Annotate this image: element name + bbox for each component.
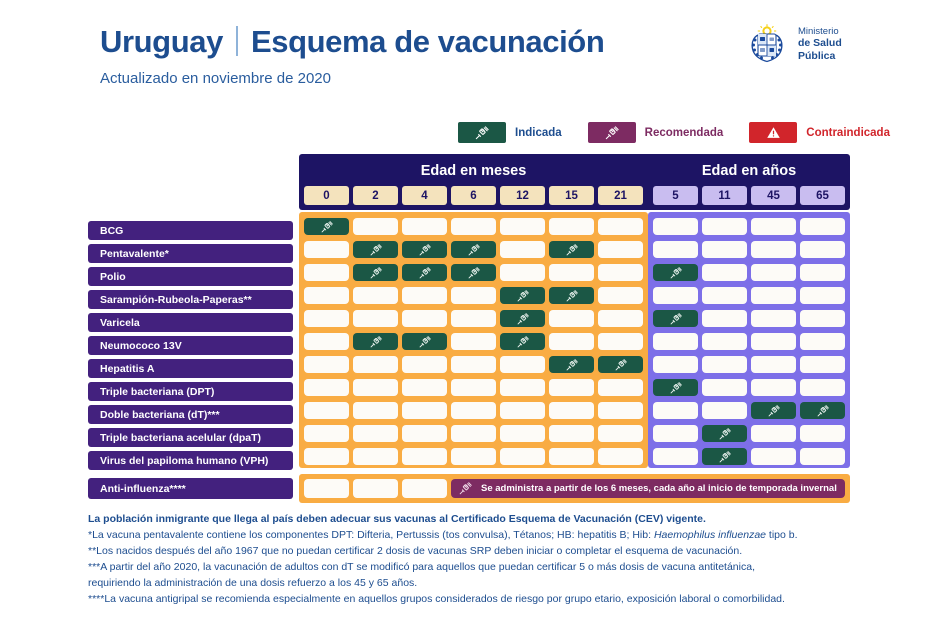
cell-empty: [304, 333, 349, 350]
column-header-month-2: 2: [353, 186, 398, 205]
cell-indicated: [353, 264, 398, 281]
cell-empty: [402, 310, 447, 327]
cell-empty: [598, 287, 643, 304]
cell-empty: [451, 287, 496, 304]
uruguay-coat-of-arms-icon: [745, 22, 789, 66]
footnotes: [88, 512, 888, 608]
cell-empty: [800, 241, 845, 258]
cell-empty: [500, 264, 545, 281]
cell-empty: [549, 333, 594, 350]
footnote-4: requiriendo la administración de una dosis refuerzo a los 45 y 65 años.: [88, 576, 418, 589]
cell-indicated: [653, 379, 698, 396]
cell-empty: [653, 287, 698, 304]
cell-empty: [653, 241, 698, 258]
column-header-month-6: 6: [451, 186, 496, 205]
cell-empty: [598, 448, 643, 465]
cell-empty: [402, 287, 447, 304]
country-title: Uruguay: [100, 24, 223, 59]
cell-empty: [353, 356, 398, 373]
footnote-0: La población inmigrante que llega al país deben adecuar sus vacunas al Certificado Esquema de Vacunación (CEV) vigente.: [88, 513, 706, 525]
cell-empty: [653, 448, 698, 465]
cell-empty: [800, 310, 845, 327]
column-header-month-15: 15: [549, 186, 594, 205]
vaccine-label-row-6: Hepatitis A: [88, 359, 293, 378]
cell-empty: [751, 241, 796, 258]
cell-empty: [500, 241, 545, 258]
cell-empty: [304, 356, 349, 373]
cell-indicated: [549, 287, 594, 304]
cell-empty: [500, 448, 545, 465]
footnote-5: ****La vacuna antigripal se recomienda especialmente en aquellos grupos considerados de riesgo por grupo etario, exposición laboral o comorbilidad.: [88, 592, 785, 605]
cell-empty: [702, 402, 747, 419]
cell-empty: [353, 310, 398, 327]
vaccine-label-row-1: Pentavalente*: [88, 244, 293, 263]
legend-item-indicada: [458, 122, 588, 143]
cell-empty: [402, 425, 447, 442]
cell-empty: [702, 241, 747, 258]
vaccine-row-labels: [88, 221, 293, 474]
vaccine-label-row-10: Virus del papiloma humano (VPH): [88, 451, 293, 470]
cell-empty: [451, 218, 496, 235]
cell-indicated: [702, 448, 747, 465]
cell-empty: [304, 402, 349, 419]
cell-empty: [451, 448, 496, 465]
syringe-icon: [458, 122, 506, 143]
cell-empty: [653, 425, 698, 442]
cell-indicated: [500, 310, 545, 327]
ministry-line-2: de Salud: [798, 37, 842, 50]
cell-empty: [500, 425, 545, 442]
cell-empty: [598, 425, 643, 442]
cell-empty: [702, 333, 747, 350]
cell-indicated: [402, 333, 447, 350]
legend-item-contraindicada: [749, 122, 916, 143]
cell-empty: [451, 379, 496, 396]
cell-indicated: [653, 310, 698, 327]
influenza-cell-empty: [304, 479, 349, 498]
legend-label: Contraindicada: [806, 126, 890, 139]
vaccine-label-row-9: Triple bacteriana acelular (dpaT): [88, 428, 293, 447]
cell-indicated: [353, 333, 398, 350]
syringe-icon: [458, 481, 473, 496]
influenza-note-text: Se administra a partir de los 6 meses, cada año al inicio de temporada invernal: [481, 483, 837, 494]
influenza-row-panel: [299, 474, 850, 503]
ministry-logo-text: [798, 26, 842, 62]
cell-indicated: [451, 241, 496, 258]
cell-indicated: [751, 402, 796, 419]
column-headers: [299, 186, 850, 205]
cell-empty: [549, 379, 594, 396]
cell-empty: [653, 218, 698, 235]
cell-empty: [549, 264, 594, 281]
years-group-title: Edad en años: [701, 163, 797, 179]
column-header-year-11: 11: [702, 186, 747, 205]
cell-empty: [353, 218, 398, 235]
title-row: [100, 22, 604, 57]
cell-empty: [353, 379, 398, 396]
cell-empty: [702, 356, 747, 373]
legend-label: Recomendada: [644, 126, 724, 139]
cell-empty: [402, 402, 447, 419]
cell-empty: [800, 425, 845, 442]
influenza-row-label: Anti-influenza****: [88, 478, 293, 499]
cell-empty: [549, 425, 594, 442]
cell-empty: [702, 264, 747, 281]
legend: [458, 122, 916, 143]
cell-indicated: [402, 241, 447, 258]
cell-empty: [451, 333, 496, 350]
cell-empty: [402, 218, 447, 235]
cell-empty: [751, 287, 796, 304]
ministry-logo: [745, 22, 842, 66]
cell-empty: [304, 379, 349, 396]
vaccine-label-row-7: Triple bacteriana (DPT): [88, 382, 293, 401]
cell-empty: [304, 241, 349, 258]
cell-empty: [800, 218, 845, 235]
cell-indicated: [702, 425, 747, 442]
footnote-1: *La vacuna pentavalente contiene los componentes DPT: Difteria, Pertussis (tos convulsa), Tétanos; HB: hepatitis B; Hib: Haemophilus influenzae tipo b.: [88, 528, 798, 541]
cell-empty: [304, 425, 349, 442]
cell-empty: [800, 448, 845, 465]
cell-empty: [800, 356, 845, 373]
cell-empty: [800, 287, 845, 304]
cell-empty: [751, 264, 796, 281]
years-grid-panel: [648, 212, 850, 468]
cell-empty: [598, 241, 643, 258]
cell-empty: [353, 425, 398, 442]
cell-empty: [451, 425, 496, 442]
cell-empty: [402, 379, 447, 396]
cell-empty: [549, 218, 594, 235]
cell-indicated: [800, 402, 845, 419]
cell-empty: [751, 425, 796, 442]
cell-empty: [653, 402, 698, 419]
cell-empty: [500, 402, 545, 419]
column-header-year-5: 5: [653, 186, 698, 205]
column-header-month-12: 12: [500, 186, 545, 205]
cell-empty: [353, 287, 398, 304]
cell-empty: [751, 310, 796, 327]
syringe-icon: [588, 122, 636, 143]
ministry-line-3: Pública: [798, 49, 836, 62]
cell-indicated: [304, 218, 349, 235]
cell-empty: [500, 356, 545, 373]
cell-empty: [304, 448, 349, 465]
vaccine-label-row-2: Polio: [88, 267, 293, 286]
cell-empty: [751, 333, 796, 350]
cell-empty: [800, 333, 845, 350]
table-header-band: [299, 154, 850, 210]
cell-empty: [702, 218, 747, 235]
vaccine-label-row-0: BCG: [88, 221, 293, 240]
cell-indicated: [598, 356, 643, 373]
cell-empty: [353, 402, 398, 419]
cell-indicated: [500, 333, 545, 350]
title-divider: [236, 26, 238, 56]
cell-empty: [451, 356, 496, 373]
cell-empty: [500, 379, 545, 396]
cell-empty: [800, 264, 845, 281]
cell-indicated: [653, 264, 698, 281]
column-header-month-21: 21: [598, 186, 643, 205]
cell-indicated: [549, 356, 594, 373]
cell-empty: [500, 218, 545, 235]
column-header-month-0: 0: [304, 186, 349, 205]
legend-item-recomendada: [588, 122, 750, 143]
cell-empty: [451, 402, 496, 419]
cell-empty: [751, 448, 796, 465]
months-group-title: Edad en meses: [420, 163, 527, 179]
cell-empty: [598, 264, 643, 281]
cell-empty: [702, 287, 747, 304]
cell-empty: [598, 402, 643, 419]
cell-indicated: [402, 264, 447, 281]
cell-empty: [598, 379, 643, 396]
cell-empty: [653, 356, 698, 373]
page-subtitle: Actualizado en noviembre de 2020: [100, 70, 331, 87]
vaccine-label-row-3: Sarampión-Rubeola-Paperas**: [88, 290, 293, 309]
vaccine-label-row-5: Neumococo 13V: [88, 336, 293, 355]
cell-empty: [402, 448, 447, 465]
cell-indicated: [500, 287, 545, 304]
cell-empty: [800, 379, 845, 396]
influenza-cell-empty: [402, 479, 447, 498]
warning-triangle-icon: [749, 122, 797, 143]
cell-indicated: [549, 241, 594, 258]
cell-empty: [549, 402, 594, 419]
cell-empty: [402, 356, 447, 373]
cell-empty: [549, 310, 594, 327]
cell-empty: [653, 333, 698, 350]
cell-empty: [353, 448, 398, 465]
cell-empty: [751, 356, 796, 373]
cell-empty: [702, 310, 747, 327]
ministry-line-1: Ministerio: [798, 26, 839, 38]
page-header: [100, 22, 604, 87]
footnote-2: **Los nacidos después del año 1967 que no puedan certificar 2 dosis de vacunas SRP deben iniciar o completar el esquema de vacunación.: [88, 544, 743, 557]
influenza-note-bar: [451, 479, 845, 498]
legend-label: Indicada: [515, 126, 562, 139]
vaccine-label-row-8: Doble bacteriana (dT)***: [88, 405, 293, 424]
cell-empty: [598, 218, 643, 235]
page-title: Esquema de vacunación: [250, 24, 605, 59]
influenza-cell-empty: [353, 479, 398, 498]
column-header-year-45: 45: [751, 186, 796, 205]
cell-empty: [598, 310, 643, 327]
vaccine-label-row-4: Varicela: [88, 313, 293, 332]
cell-indicated: [451, 264, 496, 281]
cell-empty: [304, 310, 349, 327]
cell-empty: [598, 333, 643, 350]
cell-empty: [451, 310, 496, 327]
footnote-3: ***A partir del año 2020, la vacunación de adultos con dT se modificó para aquellos que puedan certificar 5 o más dosis de vacuna antitetánica,: [88, 560, 755, 573]
cell-empty: [702, 379, 747, 396]
column-header-year-65: 65: [800, 186, 845, 205]
cell-indicated: [353, 241, 398, 258]
months-grid-panel: [299, 212, 648, 468]
cell-empty: [751, 379, 796, 396]
cell-empty: [304, 264, 349, 281]
cell-empty: [751, 218, 796, 235]
cell-empty: [549, 448, 594, 465]
cell-empty: [304, 287, 349, 304]
column-header-month-4: 4: [402, 186, 447, 205]
